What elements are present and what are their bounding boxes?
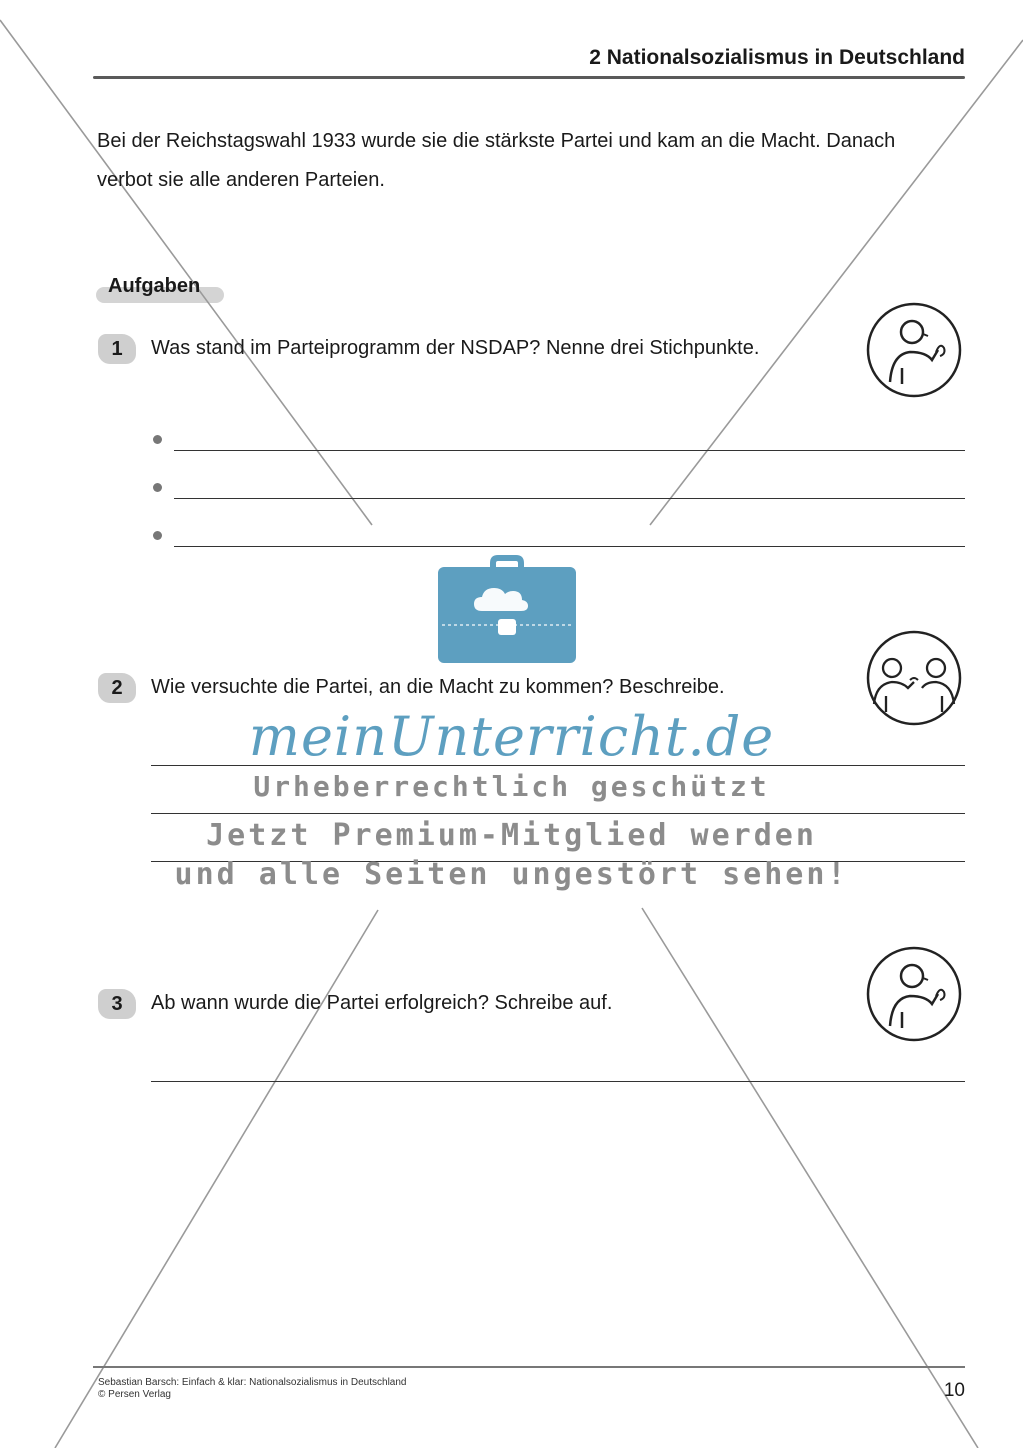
answer-line-2-2[interactable] (151, 813, 965, 814)
page-number: 10 (943, 1380, 965, 1401)
footer-rule (93, 1366, 965, 1368)
answer-line-1-2[interactable] (174, 498, 965, 499)
footer-credit-publisher: © Persen Verlag (98, 1389, 171, 1400)
watermark-copyright: Urheberrechtlich geschützt (253, 770, 770, 803)
section-heading-label: Aufgaben (108, 275, 201, 297)
task-3-number: 3 (98, 989, 136, 1019)
task-1-number: 1 (98, 334, 136, 364)
briefcase-logo-icon (438, 553, 576, 663)
answer-line-3-1[interactable] (151, 1081, 965, 1082)
watermark-premium-line1: Jetzt Premium-Mitglied werden (206, 818, 817, 853)
bullet-2 (153, 483, 162, 492)
bullet-3 (153, 531, 162, 540)
answer-line-1-1[interactable] (174, 450, 965, 451)
answer-line-1-3[interactable] (174, 546, 965, 547)
header-rule (93, 76, 965, 79)
footer-credit (98, 1377, 407, 1401)
think-alone-icon (866, 302, 962, 398)
watermark-premium-line2: und alle Seiten ungestört sehen! (174, 857, 849, 892)
intro-paragraph: Bei der Reichstagswahl 1933 wurde sie die stärkste Partei und kam an die Macht. Danach verbot sie alle anderen Parteien. (97, 130, 896, 191)
footer-credit-author: Sebastian Barsch: Einfach & klar: Nationalsozialismus in Deutschland (98, 1377, 407, 1388)
task-3-text: Ab wann wurde die Partei erfolgreich? Schreibe auf. (151, 992, 613, 1014)
page-header-title: 2 Nationalsozialismus in Deutschland (589, 46, 965, 69)
task-2-number: 2 (98, 673, 136, 703)
task-2-text: Wie versuchte die Partei, an die Macht zu kommen? Beschreibe. (151, 676, 725, 698)
section-heading (102, 273, 206, 300)
think-alone-icon (866, 946, 962, 1042)
bullet-1 (153, 435, 162, 444)
task-1-text: Was stand im Parteiprogramm der NSDAP? Nenne drei Stichpunkte. (151, 337, 760, 359)
watermark-brand: meinUnterricht.de (248, 705, 775, 768)
